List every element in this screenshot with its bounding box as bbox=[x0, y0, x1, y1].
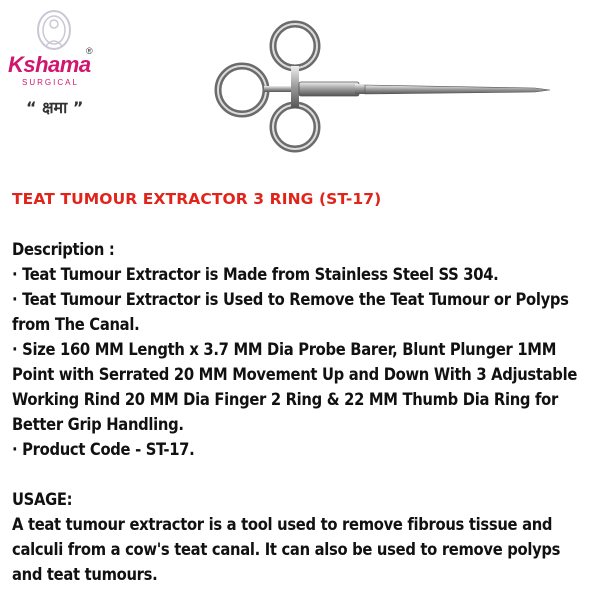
deity-emblem-icon bbox=[34, 10, 74, 54]
usage-text: A teat tumour extractor is a tool used to remove fibrous tissue and calculi from a cow's teat canal. It can also be used to remove polyps and teat tumours. bbox=[12, 515, 561, 584]
description-bullet-code: · Product Code - ST-17. bbox=[12, 440, 195, 459]
brand-subtitle: SURGICAL bbox=[22, 78, 79, 87]
description-bullet-purpose: · Teat Tumour Extractor is Used to Remove the Teat Tumour or Polyps from The Canal. bbox=[12, 290, 569, 334]
brand-name: Kshama bbox=[8, 52, 91, 77]
brand-tagline: “ क्षमा ” bbox=[26, 98, 84, 117]
section-spacer bbox=[12, 462, 592, 487]
usage-heading: USAGE: bbox=[12, 490, 73, 509]
brand-logo bbox=[4, 4, 100, 124]
product-title: TEAT TUMOUR EXTRACTOR 3 RING (ST-17) bbox=[12, 190, 382, 208]
description-heading: Description : bbox=[12, 240, 115, 259]
teat-tumour-extractor-image bbox=[200, 10, 580, 160]
description-bullet-material: · Teat Tumour Extractor is Made from Stainless Steel SS 304. bbox=[12, 265, 499, 284]
product-description bbox=[12, 237, 592, 587]
description-bullet-size: · Size 160 MM Length x 3.7 MM Dia Probe Barer, Blunt Plunger 1MM Point with Serrated 20 MM Movement Up and Down With 3 Adjustable Working Rind 20 MM Dia Finger 2 Ring & 22 MM Thumb Dia Ring for Better Grip Handling. bbox=[12, 340, 578, 434]
registered-mark: ® bbox=[86, 46, 93, 56]
